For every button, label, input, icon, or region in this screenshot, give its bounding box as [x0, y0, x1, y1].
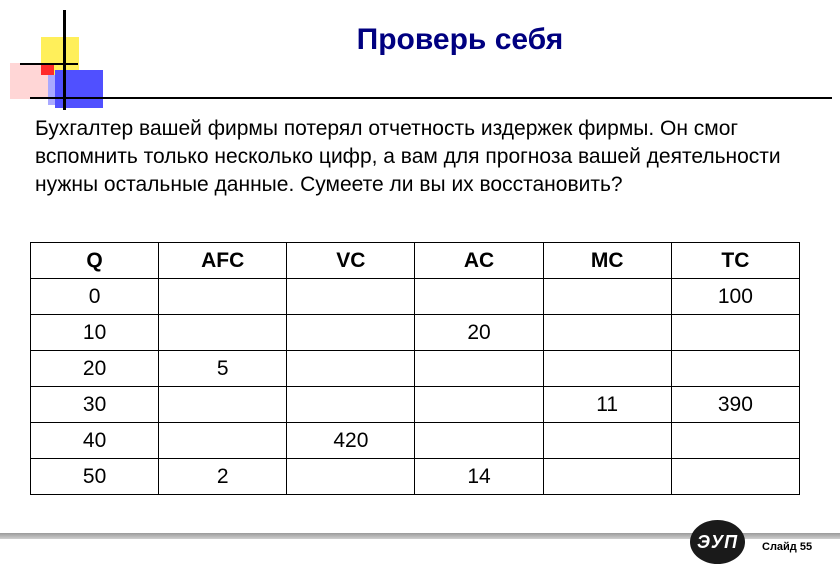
costs-table: [30, 242, 800, 495]
cell-tc: 100: [671, 279, 799, 315]
cell-mc: [543, 279, 671, 315]
table-row: [31, 351, 800, 387]
cell-afc: [159, 387, 287, 423]
cell-afc: 2: [159, 459, 287, 495]
table-row: [31, 423, 800, 459]
header-cell-ac: AC: [415, 243, 543, 279]
header-cell-afc: AFC: [159, 243, 287, 279]
intro-text: Бухгалтер вашей фирмы потерял отчетность издержек фирмы. Он смог вспомнить только несколько цифр, а вам для прогноза вашей деятельности нужны остальные данные. Сумеете ли вы их восстановить?: [35, 117, 781, 196]
cell-vc: [287, 387, 415, 423]
cell-vc: [287, 351, 415, 387]
header-cell-vc: VC: [287, 243, 415, 279]
cell-ac: [415, 423, 543, 459]
cell-mc: [543, 351, 671, 387]
cell-mc: [543, 423, 671, 459]
cell-vc: [287, 315, 415, 351]
cell-afc: 5: [159, 351, 287, 387]
cell-vc: [287, 459, 415, 495]
cell-q: 10: [31, 315, 159, 351]
table-row: [31, 315, 800, 351]
department-logo: ЭУП: [690, 520, 745, 564]
cell-ac: 14: [415, 459, 543, 495]
table-row: [31, 387, 800, 423]
cell-afc: [159, 279, 287, 315]
cell-mc: 11: [543, 387, 671, 423]
decorative-vertical-line: [63, 10, 66, 110]
slide-title: Проверь себя: [356, 23, 564, 56]
header-cell-mc: MC: [543, 243, 671, 279]
cell-vc: [287, 279, 415, 315]
cell-mc: [543, 315, 671, 351]
cell-tc: [671, 459, 799, 495]
cell-afc: [159, 423, 287, 459]
cell-tc: [671, 351, 799, 387]
cell-ac: [415, 351, 543, 387]
cell-tc: 390: [671, 387, 799, 423]
cell-q: 0: [31, 279, 159, 315]
slide-number: Слайд 55: [762, 541, 813, 553]
cell-ac: [415, 387, 543, 423]
title-divider: [30, 97, 832, 99]
cell-q: 20: [31, 351, 159, 387]
cell-q: 40: [31, 423, 159, 459]
table-row: [31, 459, 800, 495]
table-row: [31, 279, 800, 315]
cell-afc: [159, 315, 287, 351]
header-cell-q: Q: [31, 243, 159, 279]
cell-ac: 20: [415, 315, 543, 351]
cell-tc: [671, 423, 799, 459]
cell-tc: [671, 315, 799, 351]
cell-vc: 420: [287, 423, 415, 459]
cell-q: 30: [31, 387, 159, 423]
cell-q: 50: [31, 459, 159, 495]
cell-mc: [543, 459, 671, 495]
decorative-horizontal-line: [20, 63, 78, 65]
cell-ac: [415, 279, 543, 315]
header-cell-tc: TC: [671, 243, 799, 279]
table-header-row: [31, 243, 800, 279]
